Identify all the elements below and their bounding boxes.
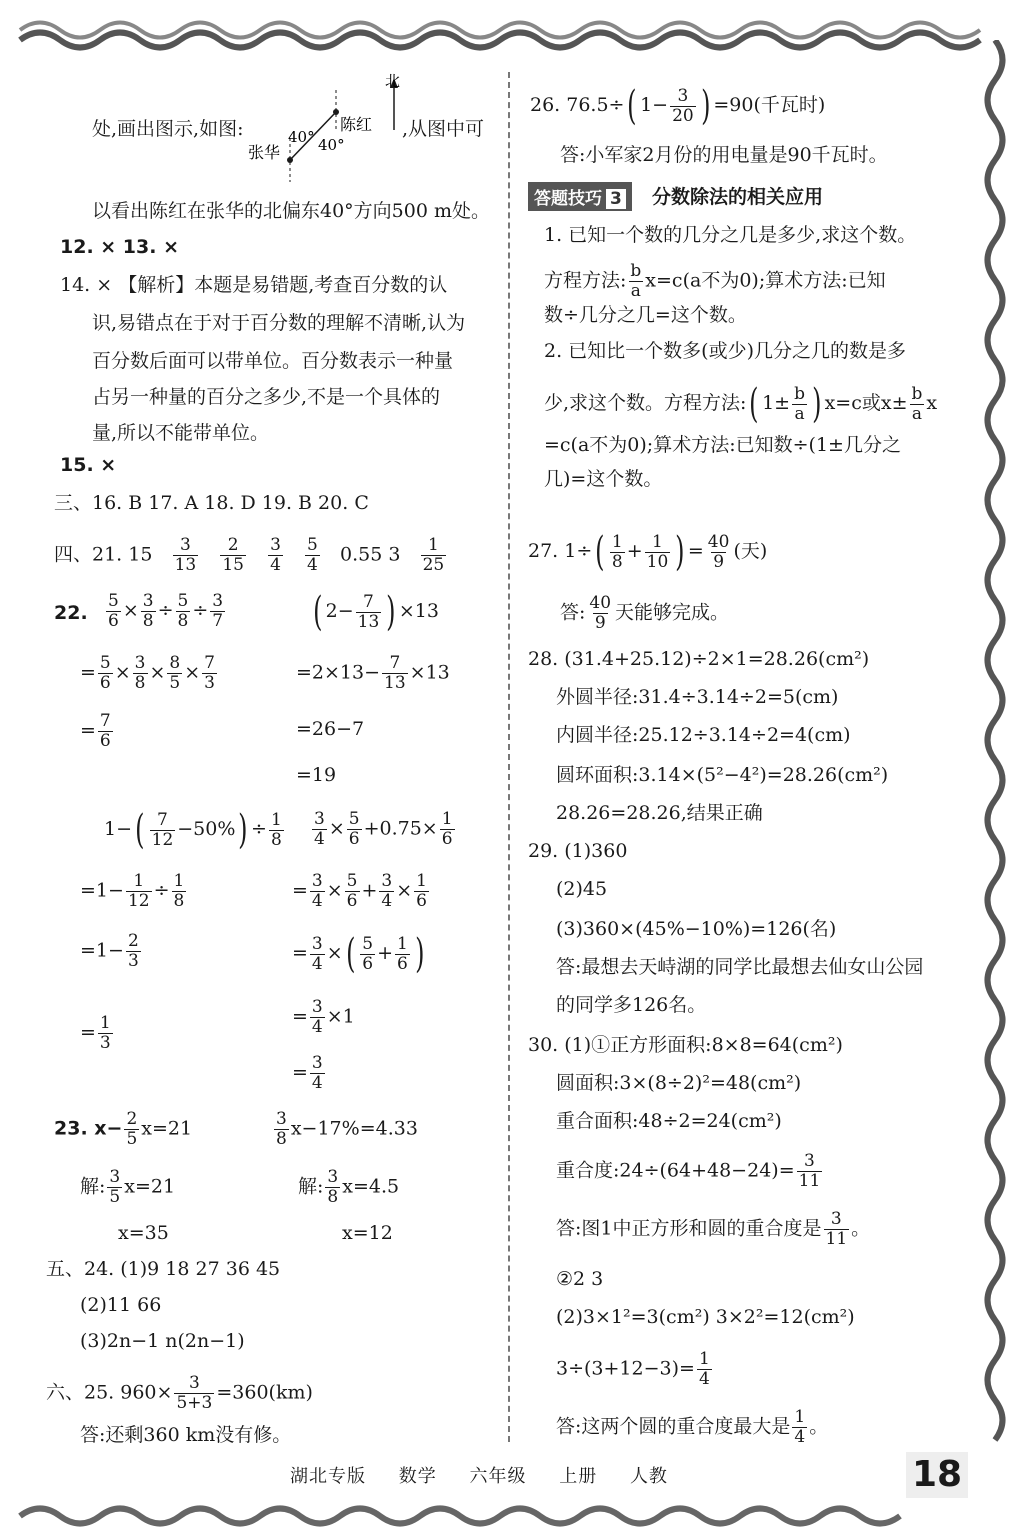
q30-3: 重合面积:48÷2=24(cm²)	[556, 1110, 782, 1132]
footer-grade: 六年级	[469, 1466, 527, 1487]
q22-d2: = $\frac{3}{4}$ × $\frac{5}{6}$ + $\frac{3}{4}$ × $\frac{1}{6}$	[292, 871, 427, 911]
q28-3: 内圆半径:25.12÷3.14÷2=4(cm)	[556, 724, 851, 746]
q22-c4: = $\frac{1}{3}$	[80, 1013, 111, 1053]
tip-line7: 几)=这个数。	[544, 468, 663, 490]
bottom-wave-border	[0, 1496, 1017, 1536]
q22-b2: =2×13− $\frac{7}{13}$ ×13	[296, 653, 450, 693]
q23-a1: 23. x− $\frac{2}{5}$ x=21	[54, 1109, 193, 1149]
q15: 15. ×	[60, 454, 117, 476]
q30-8: 3÷(3+12−3)= $\frac{1}{4}$	[556, 1349, 710, 1389]
q11-line2: 以看出陈红在张华的北偏东40°方向500 m处。	[92, 200, 490, 222]
q28-4: 圆环面积:3.14×(5²−4²)=28.26(cm²)	[556, 764, 889, 786]
angle-label-1: 40°	[288, 128, 315, 146]
q30-2: 圆面积:3×(8÷2)²=48(cm²)	[556, 1072, 802, 1094]
q22-c3: =1− $\frac{2}{3}$	[80, 931, 139, 971]
q30-5: 答:图1中正方形和圆的重合度是 $\frac{3}{11}$ 。	[556, 1209, 871, 1249]
q11-line1b: ,从图中可	[402, 118, 485, 140]
q23-b1: $\frac{3}{8}$ x−17%=4.33	[276, 1109, 418, 1149]
q29-4: 答:最想去天峙湖的同学比最想去仙女山公园	[556, 956, 924, 978]
q14-line3: 百分数后面可以带单位。百分数表示一种量	[92, 350, 454, 372]
right-wave-border	[975, 40, 1017, 1460]
q28-2: 外圆半径:31.4÷3.14÷2=5(cm)	[556, 686, 839, 708]
angle-label-2: 40°	[318, 136, 345, 154]
q22-label: 22.	[54, 602, 88, 624]
tip-line4: 2. 已知比一个数多(或少)几分之几的数是多	[544, 340, 906, 362]
q21: 四、21. 15 $\frac{3}{13}$ $\frac{2}{15}$ $\frac{3}{4}$ $\frac{5}{4}$ 0.55 3 $\frac{1}{25}$	[54, 535, 445, 575]
q30-7: (2)3×1²=3(cm²) 3×2²=12(cm²)	[556, 1306, 855, 1328]
q23-a3: x=35	[118, 1222, 169, 1244]
q30-1: 30. (1)①正方形面积:8×8=64(cm²)	[528, 1034, 843, 1056]
q14-line4: 占另一种量的百分之多少,不是一个具体的	[92, 386, 441, 408]
footer-subject: 数学	[398, 1466, 437, 1487]
footer-publisher: 人教	[629, 1466, 668, 1487]
tip-line2: 方程方法: $\frac{b}{a}$ x=c(a不为0);算术方法:已知	[544, 261, 886, 301]
q29-3: (3)360×(45%−10%)=126(名)	[556, 918, 837, 940]
q22-c1: 1−( $\frac{7}{12}$ −50%) ÷ $\frac{1}{8}$	[104, 807, 282, 853]
q16-20: 三、16. B 17. A 18. D 19. B 20. C	[54, 492, 369, 514]
q22-a1: $\frac{5}{6}$ × $\frac{3}{8}$ ÷ $\frac{5}{8}$ ÷ $\frac{3}{7}$	[108, 591, 224, 631]
q22-a3: = $\frac{7}{6}$	[80, 711, 111, 751]
q12-13: 12. × 13. ×	[60, 236, 180, 258]
q28-1: 28. (31.4+25.12)÷2×1=28.26(cm²)	[528, 648, 870, 670]
tip-line3: 数÷几分之几=这个数。	[544, 304, 747, 326]
q29-5: 的同学多126名。	[556, 994, 707, 1016]
q30-6: ②2 3	[556, 1268, 604, 1290]
tip-line1: 1. 已知一个数的几分之几是多少,求这个数。	[544, 224, 917, 246]
q24-1: 五、24. (1)9 18 27 36 45	[46, 1258, 281, 1280]
q29-1: 29. (1)360	[528, 840, 628, 862]
footer-term: 上册	[559, 1466, 598, 1487]
q22-b1: ( 2− $\frac{7}{13}$ ) ×13	[313, 589, 439, 635]
q11-line1: 处,画出图示,如图:	[92, 118, 244, 140]
q28-5: 28.26=28.26,结果正确	[556, 802, 763, 824]
q22-b4: =19	[296, 764, 337, 786]
q22-d5: = $\frac{3}{4}$	[292, 1053, 323, 1093]
q26-1: 26. 76.5÷( 1− $\frac{3}{20}$ ) =90(千瓦时)	[530, 83, 826, 129]
page-number: 18	[906, 1452, 968, 1498]
q26-2: 答:小军家2月份的用电量是90千瓦时。	[560, 144, 888, 166]
q25-1: 六、25. 960× $\frac{3}{5+3}$ =360(km)	[46, 1373, 313, 1413]
q29-2: (2)45	[556, 878, 608, 900]
tip-badge: 答题技巧 3	[528, 182, 632, 211]
q30-9: 答:这两个圆的重合度最大是 $\frac{1}{4}$ 。	[556, 1407, 829, 1447]
q22-d4: = $\frac{3}{4}$ ×1	[292, 997, 355, 1037]
direction-diagram	[244, 70, 414, 190]
zhanghua-label: 张华	[248, 143, 281, 162]
q27-1: 27. 1÷( $\frac{1}{8}$ + $\frac{1}{10}$ ) = $\frac{40}{9}$ (天)	[528, 529, 768, 575]
q22-d1: $\frac{3}{4}$ × $\frac{5}{6}$ +0.75× $\frac{1}{6}$	[314, 809, 453, 849]
chenhong-label: 陈红	[340, 115, 373, 134]
tip-line5: 少,求这个数。方程方法:( 1± $\frac{b}{a}$ ) x=c或x± $\frac{b}{a}$ x	[544, 381, 938, 427]
q22-c2: =1− $\frac{1}{12}$ ÷ $\frac{1}{8}$	[80, 871, 185, 911]
tip-title: 分数除法的相关应用	[652, 186, 824, 208]
q23-b3: x=12	[342, 1222, 393, 1244]
q25-2: 答:还剩360 km没有修。	[80, 1424, 292, 1446]
q24-3: (3)2n−1 n(2n−1)	[80, 1330, 245, 1352]
q22-d3: = $\frac{3}{4}$ ×( $\frac{5}{6}$ + $\frac{1}{6}$ )	[292, 931, 425, 977]
page-footer	[290, 1462, 694, 1488]
q27-2: 答: $\frac{40}{9}$ 天能够完成。	[560, 593, 730, 633]
q14-line2: 识,易错点在于对于百分数的理解不清晰,认为	[92, 312, 466, 334]
footer-region: 湖北专版	[290, 1466, 366, 1487]
q23-a2: 解: $\frac{3}{5}$ x=21	[80, 1167, 176, 1207]
column-divider	[508, 72, 510, 1442]
q30-4: 重合度:24÷(64+48−24)= $\frac{3}{11}$	[556, 1151, 821, 1191]
q14-line5: 量,所以不能带单位。	[92, 422, 270, 444]
q22-b3: =26−7	[296, 718, 365, 740]
q22-a2: = $\frac{5}{6}$ × $\frac{3}{8}$ × $\frac{8}{5}$ × $\frac{7}{3}$	[80, 653, 215, 693]
q24-2: (2)11 66	[80, 1294, 162, 1316]
q23-b2: 解: $\frac{3}{8}$ x=4.5	[298, 1167, 400, 1207]
tip-line6: =c(a不为0);算术方法:已知数÷(1±几分之	[544, 434, 901, 456]
q14-line1: 14. × 【解析】本题是易错题,考查百分数的认	[60, 274, 448, 296]
north-label: 北	[385, 72, 401, 90]
top-wave-border	[0, 0, 1017, 60]
